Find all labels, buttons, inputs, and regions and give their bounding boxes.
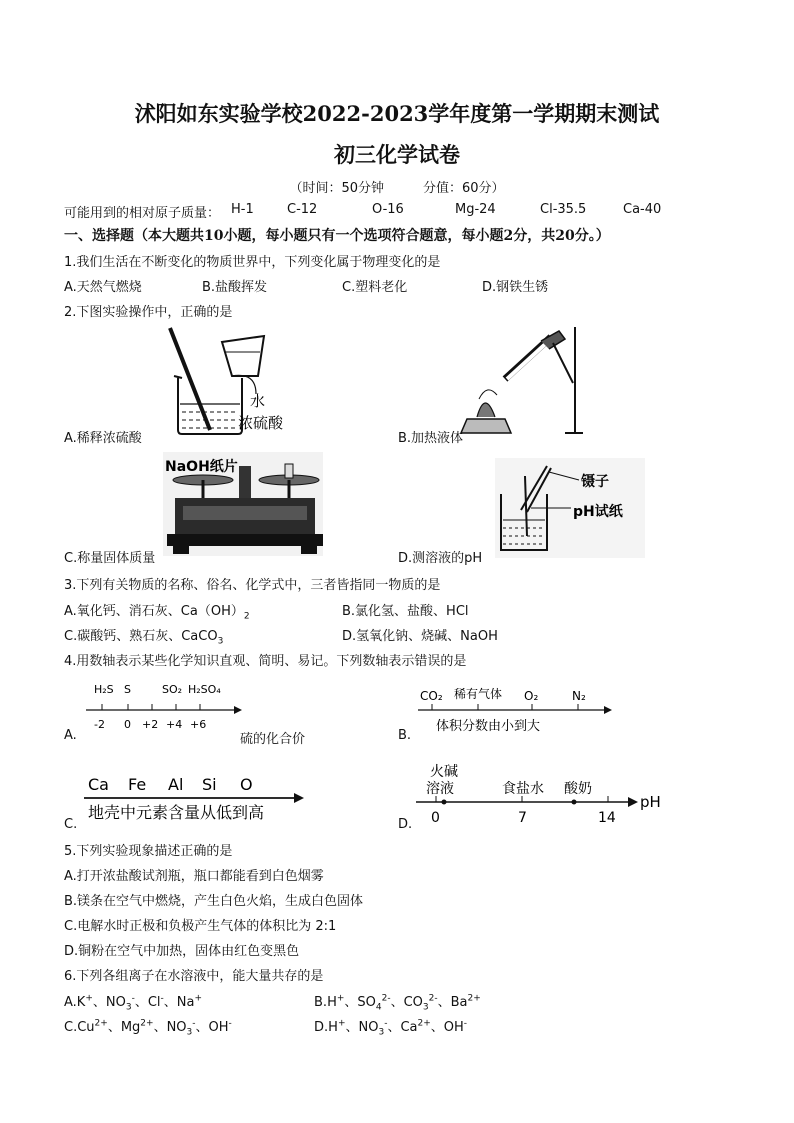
q4-label-b: B. [398,728,412,743]
axis-b-label-noble: 稀有气体 [454,687,503,701]
q2-stem: 2.下图实验操作中，正确的是 [64,305,233,320]
axis-a-label-h2s: H₂S [94,683,114,696]
axis-a-label-h2so4: H₂SO₄ [188,683,221,696]
axis-b-caption: 体积分数由小到大 [436,719,541,734]
q6-option-b: B.H+、$SO_4^{2-}$、$CO_3^{2-}$、$Ba^{2+}$ [314,993,481,1013]
q5-option-a: A.打开浓盐酸试剂瓶，瓶口都能看到白色烟雾 [64,869,324,884]
q1-stem: 1.我们生活在不断变化的物质世界中，下列变化属于物理变化的是 [64,255,441,270]
q1-option-d: D.钢铁生锈 [482,280,549,295]
axis-b-label-co2: CO₂ [420,689,443,703]
axis-a-tick-4: +4 [166,718,183,731]
axis-d-label-lye-b: 溶液 [426,781,454,797]
axis-d-tick-0: 0 [431,810,440,826]
q1-option-a: A.天然气燃烧 [64,280,142,295]
q5-option-b: B.镁条在空气中燃烧，产生白色火焰，生成白色固体 [64,894,364,909]
q2-option-d: D.测溶液的pH [398,551,483,566]
exam-title: 沭阳如东实验学校2022-2023学年度第一学期期末测试 [134,101,660,126]
axis-a-label-so2: SO₂ [162,683,183,696]
q2-option-b: B.加热液体 [398,431,464,446]
axis-air-volume [418,684,618,740]
axis-c-label-al: Al [168,775,184,794]
axis-sulfur-valence [84,680,244,736]
axis-c-label-ca: Ca [88,775,109,794]
figure-dilute-acid [160,322,290,440]
q1-option-c: C.塑料老化 [342,280,408,295]
axis-d-label-yogurt: 酸奶 [564,781,592,797]
atomic-mass-label: 可能用到的相对原子质量： [64,206,221,221]
axis-a-tick-0: 0 [124,718,131,731]
axis-d-tick-14: 14 [598,810,616,826]
q4-label-c: C. [64,817,78,832]
section1-heading: 一、选择题（本大题共10小题，每小题只有一个选项符合题意，每小题2分，共20分。） [64,228,610,244]
q4-label-a: A. [64,728,77,743]
q3-option-c: C.碳酸钙、熟石灰、CaCO$_3$ [64,629,224,647]
figure-ph-test [495,458,645,558]
axis-b-label-o2: O₂ [524,689,539,703]
atomic-mass-ca: Ca-40 [623,202,662,217]
q3-option-a: A.氧化钙、消石灰、$Ca(OH)_2$ [64,604,250,622]
q3-option-d: D.氢氧化钠、烧碱、NaOH [342,629,498,644]
figure-balance [163,452,323,556]
atomic-mass-c: C-12 [287,202,318,217]
q2-option-c: C.称量固体质量 [64,551,156,566]
q1-option-b: B.盐酸挥发 [202,280,268,295]
axis-d-label-saltwater: 食盐水 [502,781,544,797]
axis-c-label-fe: Fe [128,775,147,794]
axis-ph [414,760,674,830]
label-water: 水 [250,392,266,410]
axis-a-caption: 硫的化合价 [240,732,306,747]
atomic-mass-h: H-1 [231,202,254,217]
q6-stem: 6.下列各组离子在水溶液中，能大量共存的是 [64,969,324,984]
time-score: （时间：50分钟 分值：60分） [289,181,505,196]
q5-option-c: C.电解水时正极和负极产生气体的体积比为 2:1 [64,919,337,934]
label-conc-acid: 浓硫酸 [238,414,284,432]
label-naoh-paper: NaOH纸片 [165,459,238,475]
q5-stem: 5.下列实验现象描述正确的是 [64,844,233,859]
q6-option-d: D.H+、$NO_3^-$、$Ca^{2+}$、OH- [314,1018,468,1038]
axis-c-label-si: Si [202,775,217,794]
figure-heat-liquid [455,323,585,441]
exam-subtitle: 初三化学试卷 [334,142,460,167]
axis-b-label-n2: N₂ [572,689,586,703]
q4-label-d: D. [398,817,413,832]
q4-stem: 4.用数轴表示某些化学知识直观、简明、易记。下列数轴表示错误的是 [64,654,467,669]
q3-option-b: B.氯化氢、盐酸、HCl [342,604,469,619]
q6-option-a: A.K+、$NO_3^-$、Cl-、Na+ [64,993,203,1013]
axis-c-caption: 地壳中元素含量从低到高 [88,803,265,822]
axis-d-label-lye-a: 火碱 [430,764,458,780]
axis-a-tick-2: +2 [142,718,159,731]
q2-option-a: A.稀释浓硫酸 [64,431,142,446]
q6-option-c: $C.Cu^{2+}$、$Mg^{2+}$、$NO_3^-$、OH- [64,1018,232,1038]
q3-stem: 3.下列有关物质的名称、俗名、化学式中，三者皆指同一物质的是 [64,578,441,593]
label-tweezers: 镊子 [581,474,609,490]
atomic-mass-mg: Mg-24 [455,202,496,217]
atomic-mass-o: O-16 [372,202,404,217]
axis-d-tick-7: 7 [518,810,527,826]
q5-option-d: D.铜粉在空气中加热，固体由红色变黑色 [64,944,300,959]
atomic-mass-cl: Cl-35.5 [540,202,587,217]
axis-a-label-s: S [124,683,131,696]
axis-c-label-o: O [240,775,253,794]
axis-a-tick-neg2: -2 [94,718,105,731]
axis-crust-elements [80,770,310,826]
axis-d-unit-ph: pH [640,793,661,811]
label-ph-paper: pH试纸 [573,504,623,520]
axis-a-tick-6: +6 [190,718,207,731]
